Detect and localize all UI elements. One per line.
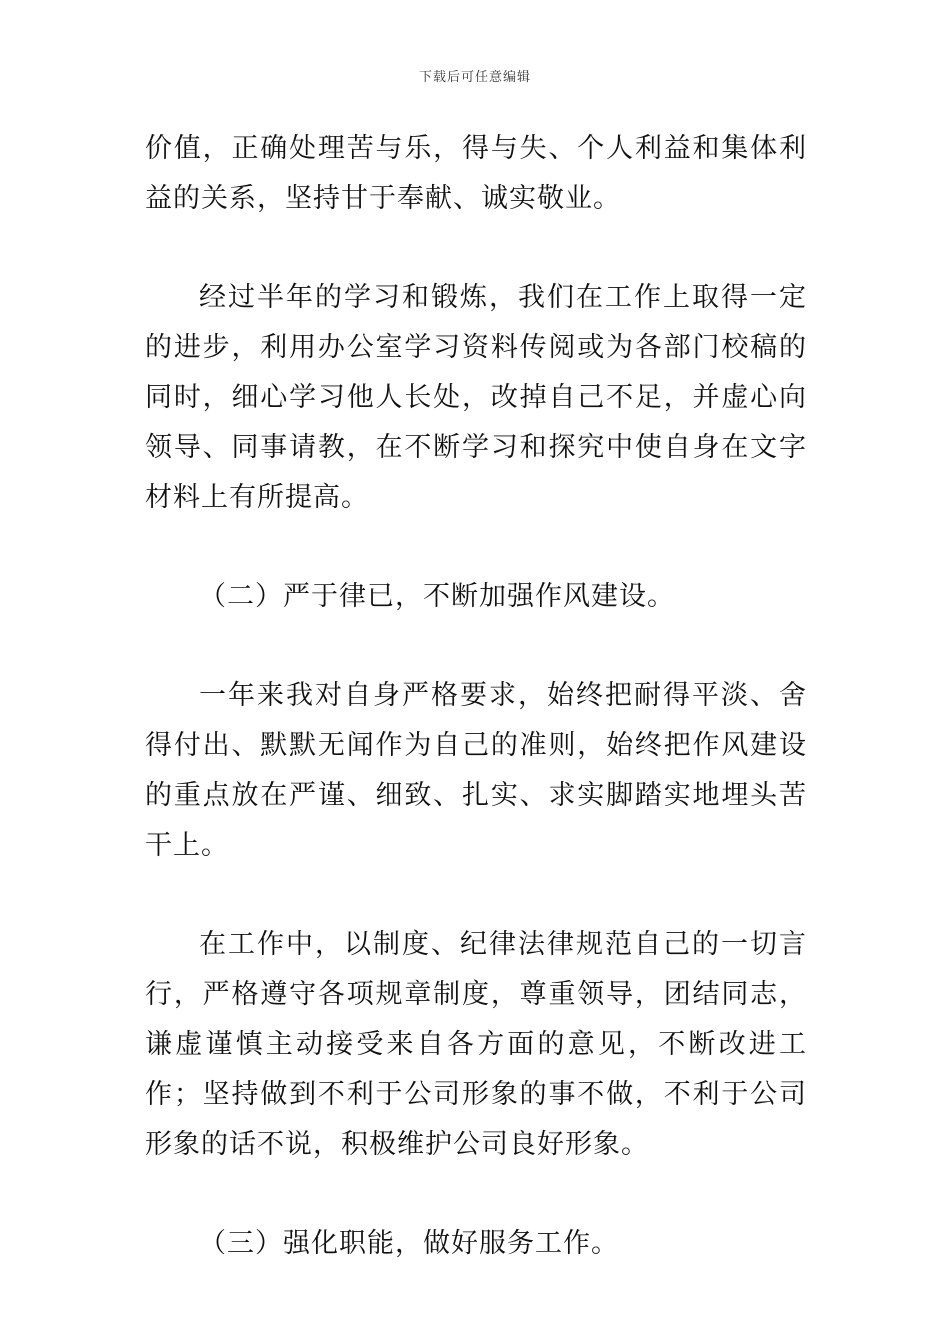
paragraph-conduct: 在工作中，以制度、纪律法律规范自己的一切言行，严格遵守各项规章制度，尊重领导，团结同志，谦虚谨慎主动接受来自各方面的意见，不断改进工作；坚持做到不利于公司形象的事不做，不利于公司形象的话不说，积极维护公司良好形象。 — [145, 929, 807, 1160]
section-heading-2: （二）严于律已，不断加强作风建设。 — [199, 581, 675, 612]
document-body — [145, 124, 807, 1269]
paragraph-continuation: 价值，正确处理苦与乐，得与失、个人利益和集体利益的关系，坚持甘于奉献、诚实敬业。 — [145, 133, 807, 214]
section-heading-3: （三）强化职能，做好服务工作。 — [199, 1228, 619, 1259]
page-header-note: 下载后可任意编辑 — [418, 70, 531, 85]
paragraph-self-discipline: 一年来我对自身严格要求，始终把耐得平淡、舍得付出、默默无闻作为自己的准则，始终把作风建设的重点放在严谨、细致、扎实、求实脚踏实地埋头苦干上。 — [145, 680, 807, 861]
paragraph-progress: 经过半年的学习和锻炼，我们在工作上取得一定的进步，利用办公室学习资料传阅或为各部门校稿的同时，细心学习他人长处，改掉自己不足，并虚心向领导、同事请教，在不断学习和探究中使自身在文字材料上有所提高。 — [145, 282, 807, 513]
